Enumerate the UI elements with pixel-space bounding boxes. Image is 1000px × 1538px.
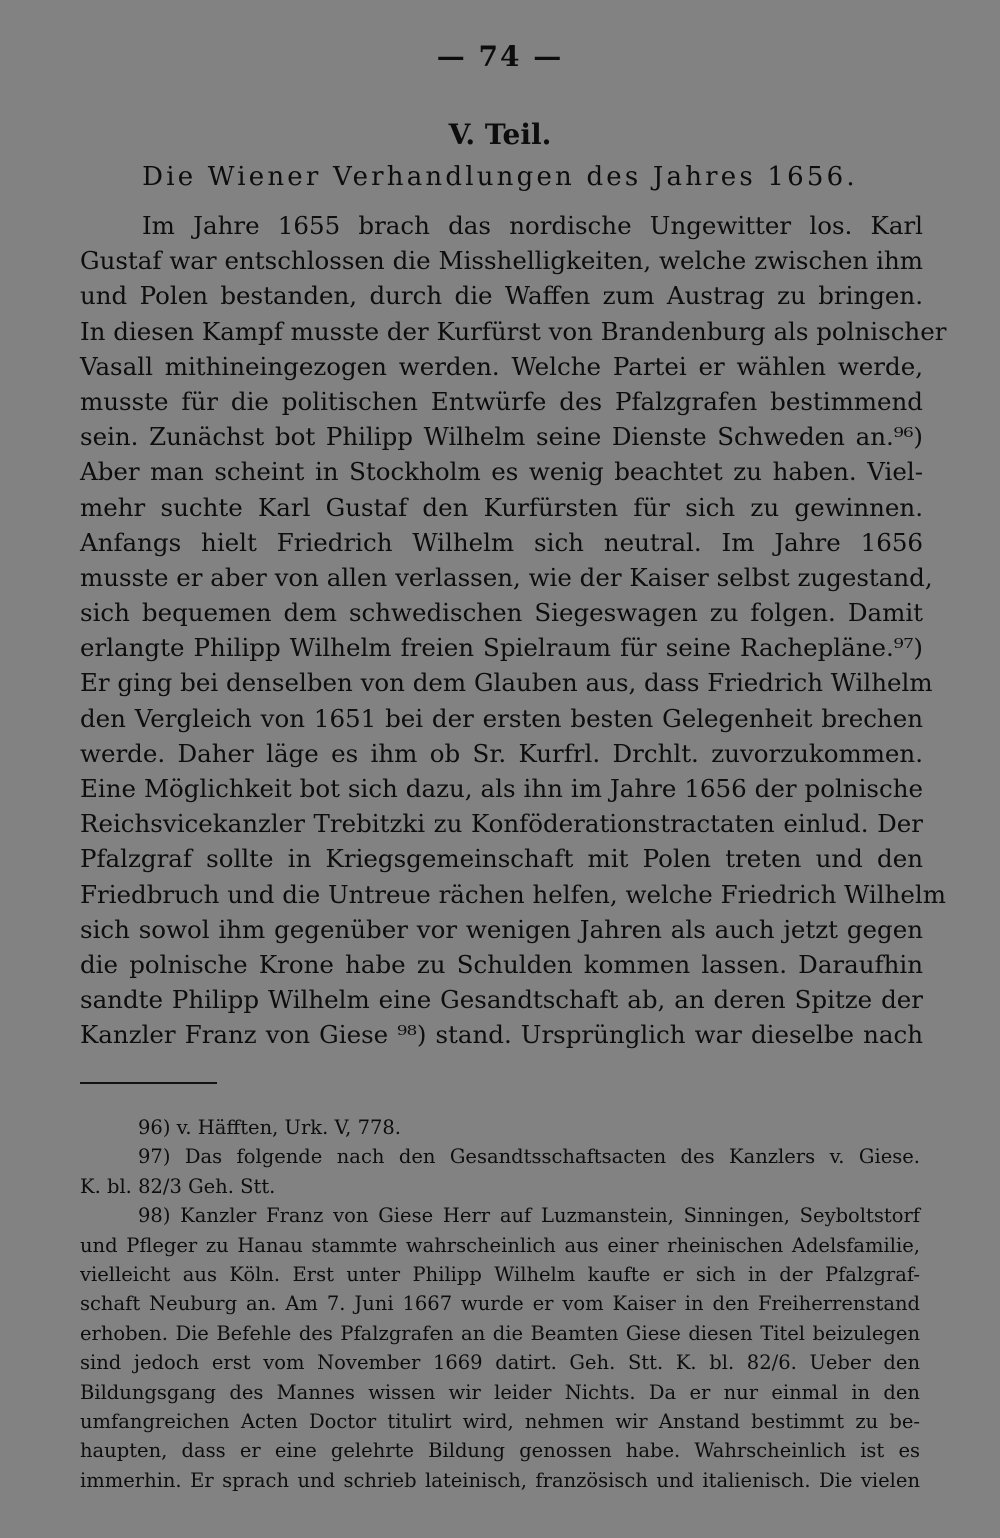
footnote-line: vielleicht aus Köln. Erst unter Philipp Wilhelm kaufte er sich in der Pfalzgraf-	[80, 1262, 920, 1286]
body-line: sich sowol ihm gegenüber vor wenigen Jahren als auch jetzt gegen	[80, 914, 923, 944]
body-line: Gustaf war entschlossen die Misshelligkeiten, welche zwischen ihm	[80, 246, 923, 276]
footnote-line: haupten, dass er eine gelehrte Bildung genossen habe. Wahrscheinlich ist es	[80, 1439, 920, 1463]
body-line: Reichsvicekanzler Trebitzki zu Konföderationstractaten einlud. Der	[80, 809, 923, 839]
body-line: Kanzler Franz von Giese ⁹⁸) stand. Ursprünglich war dieselbe nach	[80, 1020, 923, 1050]
footnote-line: 97) Das folgende nach den Gesandtsschaftsacten des Kanzlers v. Giese.	[138, 1145, 920, 1169]
body-line: den Vergleich von 1651 bei der ersten besten Gelegenheit brechen	[80, 703, 923, 733]
footnote-line: und Pfleger zu Hanau stammte wahrscheinlich aus einer rheinischen Adelsfamilie,	[80, 1233, 920, 1257]
body-line: sandte Philipp Wilhelm eine Gesandtschaft ab, an deren Spitze der	[80, 985, 923, 1015]
footnote-line: sind jedoch erst vom November 1669 datirt. Geh. Stt. K. bl. 82/6. Ueber den	[80, 1351, 920, 1375]
body-line: Friedbruch und die Untreue rächen helfen, welche Friedrich Wilhelm	[80, 879, 946, 909]
body-line: musste er aber von allen verlassen, wie der Kaiser selbst zugestand,	[80, 562, 933, 592]
body-line: sich bequemen dem schwedischen Siegeswagen zu folgen. Damit	[80, 598, 923, 628]
body-line: erlangte Philipp Wilhelm freien Spielraum für seine Rachepläne.⁹⁷)	[80, 633, 923, 663]
footnote-line: schaft Neuburg an. Am 7. Juni 1667 wurde er vom Kaiser in den Freiherrenstand	[80, 1292, 920, 1316]
body-line: und Polen bestanden, durch die Waffen zum Austrag zu bringen.	[80, 281, 923, 311]
body-line: Aber man scheint in Stockholm es wenig beachtet zu haben. Viel-	[80, 457, 923, 487]
page-number: — 74 —	[436, 40, 564, 73]
body-line: Vasall mithineingezogen werden. Welche Partei er wählen werde,	[80, 351, 923, 381]
footnote-line: 98) Kanzler Franz von Giese Herr auf Luzmanstein, Sinningen, Seyboltstorf	[138, 1204, 920, 1228]
body-line: In diesen Kampf musste der Kurfürst von Brandenburg als polnischer	[80, 316, 947, 346]
body-line: Im Jahre 1655 brach das nordische Ungewitter los. Karl	[142, 211, 923, 240]
footnote-line: umfangreichen Acten Doctor titulirt wird, nehmen wir Anstand bestimmt zu be-	[80, 1409, 920, 1433]
part-title: V. Teil.	[448, 118, 552, 151]
body-line: Eine Möglichkeit bot sich dazu, als ihn im Jahre 1656 der polnische	[80, 774, 923, 803]
body-line: sein. Zunächst bot Philipp Wilhelm seine Dienste Schweden an.⁹⁶)	[80, 422, 923, 452]
footnote-line: Bildungsgang des Mannes wissen wir leider Nichts. Da er nur einmal in den	[80, 1380, 920, 1404]
body-line: mehr suchte Karl Gustaf den Kurfürsten für sich zu gewinnen.	[80, 492, 923, 522]
body-line: Anfangs hielt Friedrich Wilhelm sich neutral. Im Jahre 1656	[80, 527, 923, 557]
body-line: die polnische Krone habe zu Schulden kommen lassen. Daraufhin	[80, 949, 923, 979]
body-line: Er ging bei denselben von dem Glauben aus, dass Friedrich Wilhelm	[80, 668, 933, 698]
footnote-line: erhoben. Die Befehle des Pfalzgrafen an die Beamten Giese diesen Titel beizulegen	[80, 1321, 920, 1345]
body-line: werde. Daher läge es ihm ob Sr. Kurfrl. Drchlt. zuvorzukommen.	[80, 738, 923, 768]
body-text	[80, 208, 947, 1053]
footnote-line: K. bl. 82/3 Geh. Stt.	[80, 1174, 276, 1198]
footnote-line: 96) v. Häfften, Urk. V, 778.	[138, 1116, 401, 1139]
footnote-separator	[80, 1082, 217, 1084]
footnotes	[80, 1113, 920, 1495]
footnote-line: immerhin. Er sprach und schrieb lateinisch, französisch und italienisch. Die vielen	[80, 1468, 920, 1492]
chapter-subtitle: Die Wiener Verhandlungen des Jahres 1656.	[142, 162, 858, 192]
body-line: Pfalzgraf sollte in Kriegsgemeinschaft mit Polen treten und den	[80, 844, 923, 874]
body-line: musste für die politischen Entwürfe des Pfalzgrafen bestimmend	[80, 386, 923, 416]
